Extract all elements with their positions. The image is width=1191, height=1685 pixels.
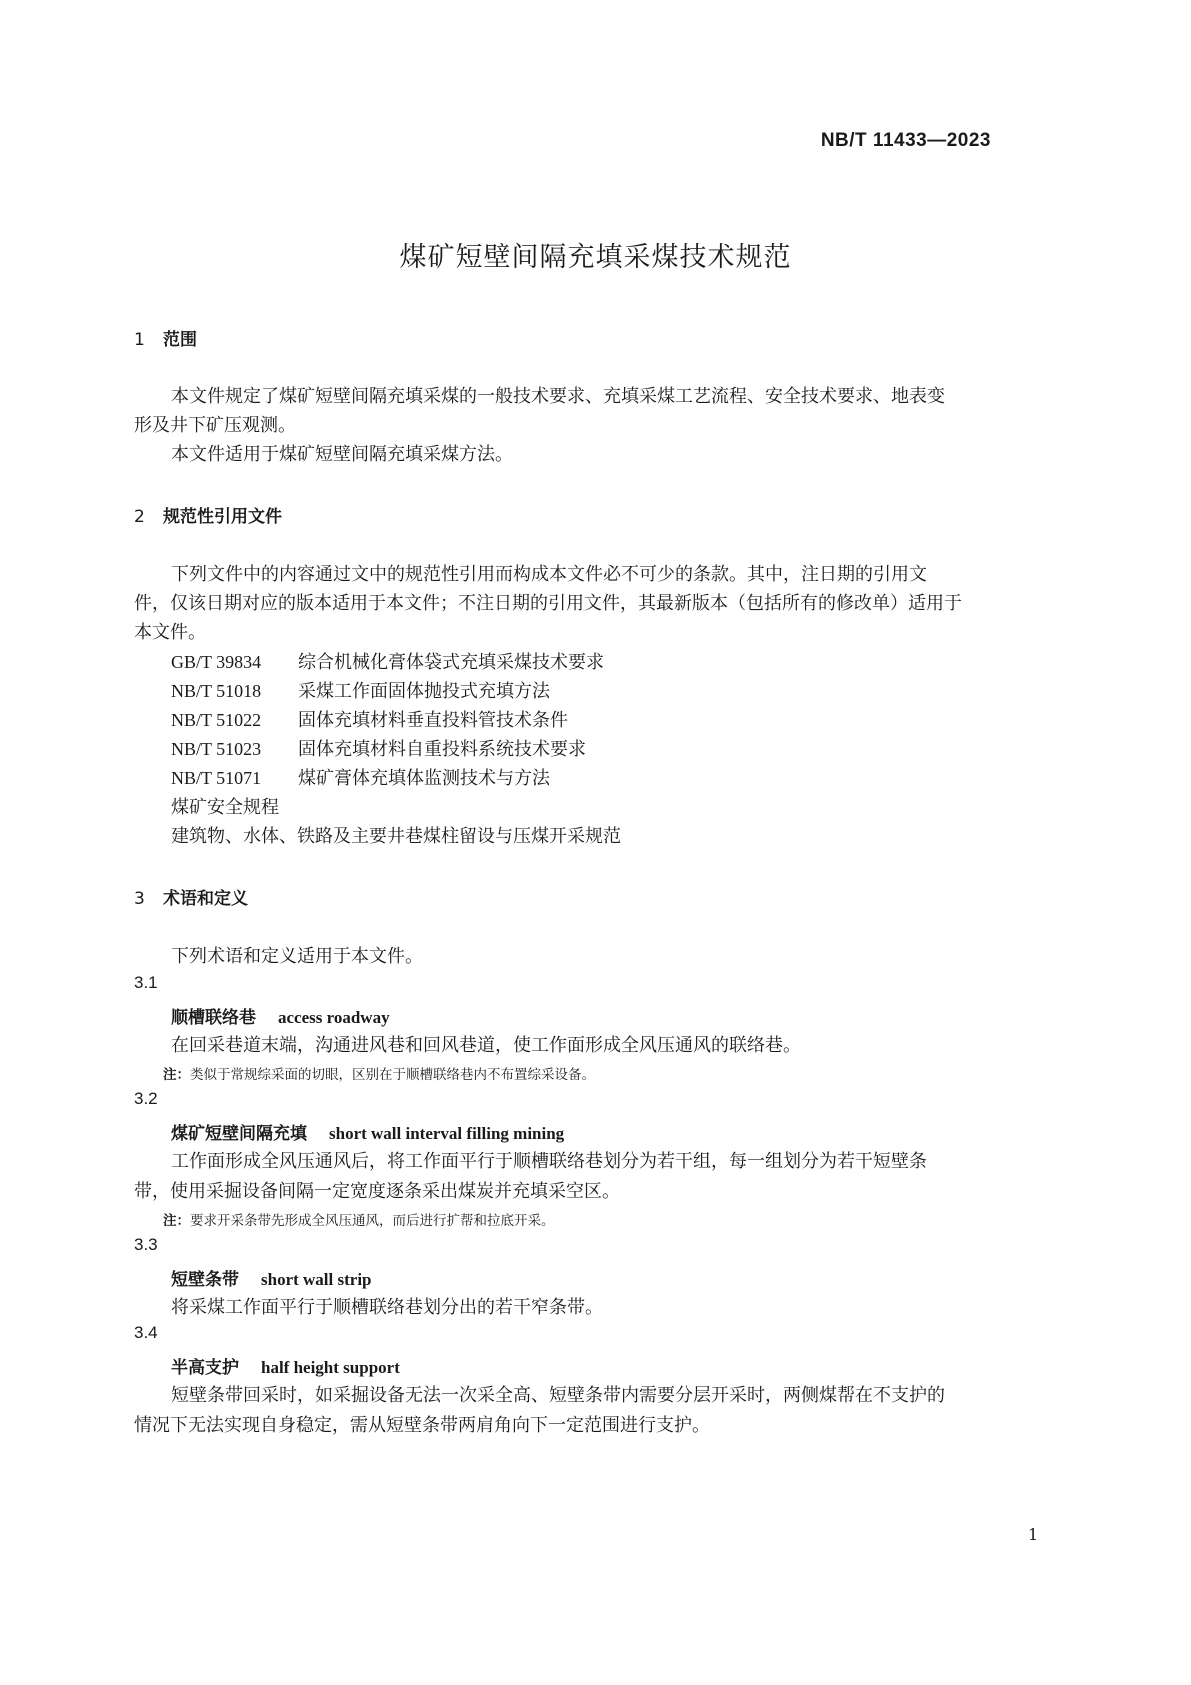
section-number: 3 [134, 889, 145, 909]
term-cn: 顺槽联络巷 [171, 1008, 256, 1028]
term-en: short wall interval filling mining [329, 1124, 565, 1143]
paragraph-line: 本文件适用于煤矿短壁间隔充填采煤方法。 [171, 444, 513, 465]
reference-item: 煤矿安全规程 [171, 797, 279, 818]
paragraph-line: 件，仅该日期对应的版本适用于本文件；不注日期的引用文件，其最新版本（包括所有的修改单）适用于 [134, 593, 962, 614]
reference-code: NB/T 51018 [171, 681, 262, 701]
term-note [163, 1209, 555, 1229]
term-title [171, 1265, 372, 1290]
section-title: 术语和定义 [163, 889, 248, 909]
note-text: 类似于常规综采面的切眼，区别在于顺槽联络巷内不布置综采设备。 [190, 1067, 595, 1083]
term-en: half height support [261, 1358, 400, 1377]
section-2-heading [134, 502, 282, 527]
reference-item [171, 677, 550, 703]
paragraph-line: 本文件。 [134, 622, 206, 643]
term-definition: 工作面形成全风压通风后，将工作面平行于顺槽联络巷划分为若干组，每一组划分为若干短壁条 [171, 1151, 927, 1172]
reference-title: 煤矿膏体充填体监测技术与方法 [298, 768, 550, 789]
section-1-heading [134, 325, 197, 350]
note-label: 注： [163, 1067, 190, 1083]
section-number: 2 [134, 507, 145, 527]
reference-title: 综合机械化膏体袋式充填采煤技术要求 [298, 652, 604, 673]
term-definition: 在回采巷道末端，沟通进风巷和回风巷道，使工作面形成全风压通风的联络巷。 [171, 1035, 801, 1056]
page-number: 1 [1028, 1525, 1039, 1544]
note-text: 要求开采条带先形成全风压通风，而后进行扩帮和拉底开采。 [190, 1213, 555, 1229]
term-number: 3.4 [134, 1323, 158, 1342]
term-title [171, 1119, 564, 1144]
term-definition: 短壁条带回采时，如采掘设备无法一次采全高、短壁条带内需要分层开采时，两侧煤帮在不支护的 [171, 1385, 945, 1406]
reference-item [171, 648, 604, 674]
reference-item: 建筑物、水体、铁路及主要井巷煤柱留设与压煤开采规范 [171, 826, 621, 847]
document-title: 煤矿短壁间隔充填采煤技术规范 [399, 242, 792, 273]
note-label: 注： [163, 1213, 190, 1229]
reference-title: 固体充填材料自重投料系统技术要求 [298, 739, 586, 760]
paragraph-line: 下列术语和定义适用于本文件。 [171, 946, 423, 967]
term-cn: 煤矿短壁间隔充填 [171, 1124, 307, 1144]
paragraph-line: 本文件规定了煤矿短壁间隔充填采煤的一般技术要求、充填采煤工艺流程、安全技术要求、地表变 [171, 386, 945, 407]
section-title: 规范性引用文件 [163, 507, 282, 527]
reference-item [171, 706, 568, 732]
term-title [171, 1003, 390, 1028]
term-number: 3.1 [134, 973, 158, 992]
reference-title: 采煤工作面固体抛投式充填方法 [298, 681, 550, 702]
reference-item [171, 764, 550, 790]
term-cn: 短壁条带 [171, 1270, 239, 1290]
reference-code: NB/T 51023 [171, 739, 262, 759]
term-en: access roadway [278, 1008, 390, 1027]
standard-number: NB/T 11433—2023 [820, 130, 991, 151]
section-number: 1 [134, 330, 145, 350]
reference-item [171, 735, 586, 761]
term-definition: 将采煤工作面平行于顺槽联络巷划分出的若干窄条带。 [171, 1297, 603, 1318]
term-number: 3.2 [134, 1089, 158, 1108]
term-definition: 情况下无法实现自身稳定，需从短壁条带两肩角向下一定范围进行支护。 [134, 1415, 710, 1436]
reference-code: NB/T 51022 [171, 710, 262, 730]
reference-title: 固体充填材料垂直投料管技术条件 [298, 710, 568, 731]
term-definition: 带，使用采掘设备间隔一定宽度逐条采出煤炭并充填采空区。 [134, 1181, 620, 1202]
reference-code: NB/T 51071 [171, 768, 262, 788]
term-title [171, 1353, 400, 1378]
paragraph-line: 形及井下矿压观测。 [134, 415, 296, 436]
reference-code: GB/T 39834 [171, 652, 262, 672]
paragraph-line: 下列文件中的内容通过文中的规范性引用而构成本文件必不可少的条款。其中，注日期的引用文 [171, 564, 927, 585]
term-number: 3.3 [134, 1235, 158, 1254]
section-title: 范围 [163, 330, 197, 350]
term-en: short wall strip [261, 1270, 372, 1289]
term-cn: 半高支护 [171, 1358, 239, 1378]
section-3-heading [134, 884, 248, 909]
term-note [163, 1063, 595, 1083]
